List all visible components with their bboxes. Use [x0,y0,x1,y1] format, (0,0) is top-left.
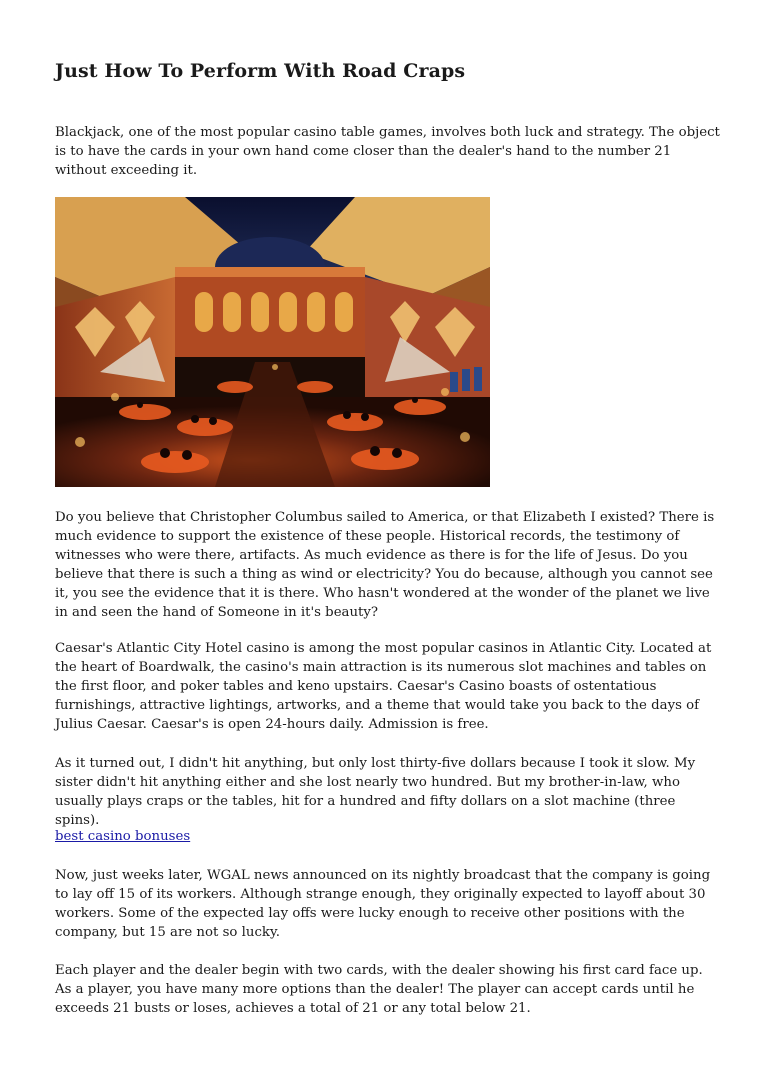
page-title: Just How To Perform With Road Craps [55,60,466,82]
paragraph-dealer: Each player and the dealer begin with two cards, with the dealer showing his first card face up. As a player, you have many more options than the dealer! The player can accept cards until he exceeds 21 busts or loses, achieves a total of 21 or any total below 21. [55,963,703,1016]
paragraph-outcome: As it turned out, I didn't hit anything, but only lost thirty-five dollars because I took it slow. My sister didn't hit anything either and she lost nearly two hundred. But my brother-in-law, who usually plays craps or the tables, hit for a hundred and fifty dollars on a slot machine (three spins). [55,756,696,828]
best-casino-bonuses-link[interactable]: best casino bonuses [55,829,191,844]
casino-interior-photo [55,197,490,487]
paragraph-caesars: Caesar's Atlantic City Hotel casino is among the most popular casinos in Atlantic City. Located at the heart of Boardwalk, the casino's main attraction is its numerous slot machines and tables on the first floor, and poker tables and keno upstairs. Caesar's Casino boasts of ostentatious furnishings, attractive lightings, artworks, and a theme that would take you back to the days of Julius Caesar. Caesar's is open 24-hours daily. Admission is free. [55,641,712,732]
paragraph-evidence: Do you believe that Christopher Columbus sailed to America, or that Elizabeth I existed? There is much evidence to support the existence of these people. Historical records, the testimony of witnesses who were there, artifacts. As much evidence as there is for the life of Jesus. Do you believe that there is such a thing as wind or electricity? You do because, although you cannot see it, you see the evidence that it is there. Who hasn't wondered at the wonder of the planet we live in and seen the hand of Someone in it's beauty? [55,510,715,620]
paragraph-intro: Blackjack, one of the most popular casino table games, involves both luck and strategy. The object is to have the cards in your own hand come closer than the dealer's hand to the number 21 without exceeding it. [55,125,720,178]
paragraph-wgal: Now, just weeks later, WGAL news announced on its nightly broadcast that the company is going to lay off 15 of its workers. Although strange enough, they originally expected to layoff about 30 workers. Some of the expected lay offs were lucky enough to receive other positions with the company, but 15 are not so lucky. [55,868,711,940]
